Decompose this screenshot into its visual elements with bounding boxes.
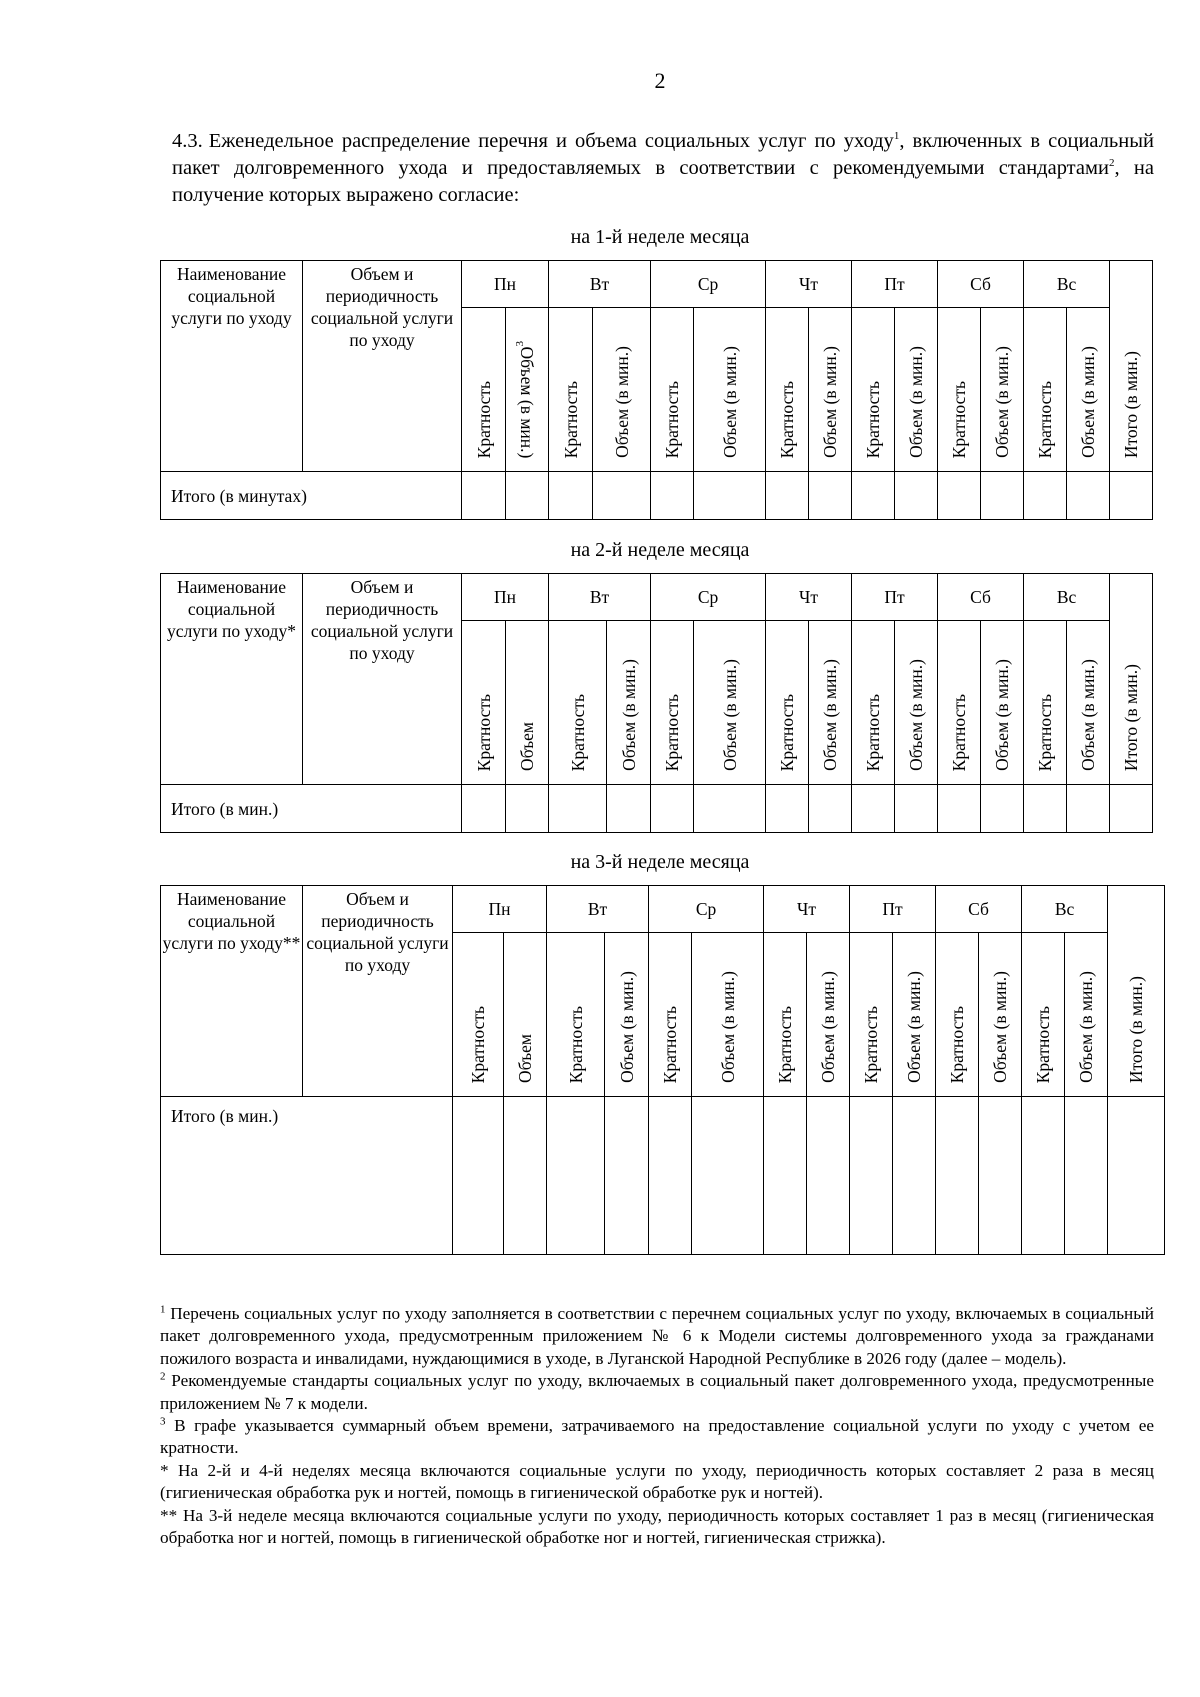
table-cell[interactable] bbox=[852, 785, 895, 833]
footnote-ref-2: 2 bbox=[1108, 157, 1115, 170]
footnote-ref-3: 3 bbox=[514, 340, 527, 347]
day-header-wed: Ср bbox=[649, 886, 764, 933]
day-header-mon: Пн bbox=[462, 574, 549, 621]
table-cell[interactable] bbox=[764, 1097, 807, 1255]
subheader-frequency: Кратность bbox=[651, 308, 694, 472]
table-cell[interactable] bbox=[1024, 785, 1067, 833]
subheader-frequency: Кратность bbox=[549, 308, 593, 472]
table-cell[interactable] bbox=[651, 472, 694, 520]
footnote-mark-1: 1 bbox=[160, 1303, 166, 1316]
day-header-wed: Ср bbox=[651, 261, 766, 308]
table-cell[interactable] bbox=[692, 1097, 764, 1255]
subheader-volume-min: Объем (в мин.) bbox=[1065, 933, 1108, 1097]
subheader-frequency: Кратность bbox=[938, 308, 981, 472]
col-header-volume-periodicity: Объем и периодичность социальной услуги по уходу bbox=[303, 886, 453, 1097]
table-cell[interactable] bbox=[549, 785, 607, 833]
table-cell[interactable] bbox=[506, 472, 549, 520]
table-cell[interactable] bbox=[1108, 1097, 1165, 1255]
table-cell[interactable] bbox=[852, 472, 895, 520]
subheader-volume-min: Объем (в мин.) bbox=[893, 933, 936, 1097]
day-header-mon: Пн bbox=[462, 261, 549, 308]
day-header-sat: Сб bbox=[936, 886, 1022, 933]
day-header-sun: Вс bbox=[1022, 886, 1108, 933]
day-header-thu: Чт bbox=[766, 261, 852, 308]
subheader-frequency: Кратность bbox=[938, 621, 981, 785]
table-cell[interactable] bbox=[1022, 1097, 1065, 1255]
table-cell[interactable] bbox=[1067, 472, 1110, 520]
day-header-fri: Пт bbox=[852, 261, 938, 308]
subheader-frequency: Кратность bbox=[549, 621, 607, 785]
col-header-volume-periodicity: Объем и периодичность социальной услуги по уходу bbox=[303, 261, 462, 472]
intro-text-1: Еженедельное распределение перечня и объема социальных услуг по уходу bbox=[208, 130, 894, 152]
col-header-total-min: Итого (в мин.) bbox=[1110, 261, 1153, 472]
table-cell[interactable] bbox=[981, 472, 1024, 520]
total-row-label: Итого (в мин.) bbox=[161, 785, 462, 833]
table-cell[interactable] bbox=[506, 785, 549, 833]
subheader-frequency: Кратность bbox=[852, 621, 895, 785]
subheader-volume-min: Объем (в мин.) bbox=[979, 933, 1022, 1097]
day-header-tue: Вт bbox=[547, 886, 649, 933]
footnote-mark-3: 3 bbox=[160, 1415, 166, 1428]
table-cell[interactable] bbox=[651, 785, 694, 833]
table-cell[interactable] bbox=[936, 1097, 979, 1255]
subheader-volume-min: Объем (в мин.) bbox=[605, 933, 649, 1097]
table-cell[interactable] bbox=[1067, 785, 1110, 833]
section-number: 4.3. bbox=[172, 130, 203, 152]
table-cell[interactable] bbox=[694, 472, 766, 520]
day-header-sun: Вс bbox=[1024, 261, 1110, 308]
subheader-frequency: Кратность bbox=[453, 933, 504, 1097]
subheader-frequency: Кратность bbox=[766, 308, 809, 472]
subheader-volume-min: Объем (в мин.) bbox=[895, 621, 938, 785]
subheader-frequency: Кратность bbox=[462, 308, 506, 472]
table-cell[interactable] bbox=[938, 472, 981, 520]
subheader-volume-min: Объем (в мин.) bbox=[692, 933, 764, 1097]
intro-text-2: , включенных в социальный пакет долговременного ухода и предоставляемых в соответствии с рекомендуемыми стандартами bbox=[172, 130, 1154, 179]
footnote-ref-1: 1 bbox=[893, 130, 900, 143]
section-intro-paragraph bbox=[172, 128, 1154, 209]
subheader-frequency: Кратность bbox=[462, 621, 506, 785]
day-header-sat: Сб bbox=[938, 261, 1024, 308]
footnote-3: $^3$ В графе указывается суммарный объем времени, затрачиваемого на предоставление социальной услуги по уходу с учетом ее кратности. bbox=[160, 1415, 1154, 1458]
day-header-thu: Чт bbox=[764, 886, 850, 933]
day-header-sat: Сб bbox=[938, 574, 1024, 621]
subheader-frequency: Кратность bbox=[547, 933, 605, 1097]
subheader-frequency: Кратность bbox=[852, 308, 895, 472]
col-header-total-min: Итого (в мин.) bbox=[1110, 574, 1153, 785]
table-cell[interactable] bbox=[462, 472, 506, 520]
footnotes bbox=[160, 1303, 1154, 1549]
table-cell[interactable] bbox=[938, 785, 981, 833]
subheader-frequency: Кратность bbox=[850, 933, 893, 1097]
subheader-volume-min: Объем (в мин.) bbox=[895, 308, 938, 472]
table-cell[interactable] bbox=[895, 785, 938, 833]
table-cell[interactable] bbox=[547, 1097, 605, 1255]
subheader-volume: Объем bbox=[506, 621, 549, 785]
col-header-volume-periodicity: Объем и периодичность социальной услуги по уходу bbox=[303, 574, 462, 785]
subheader-frequency: Кратность bbox=[1024, 621, 1067, 785]
table-cell[interactable] bbox=[766, 472, 809, 520]
table-cell[interactable] bbox=[694, 785, 766, 833]
table-cell[interactable] bbox=[809, 472, 852, 520]
table-cell[interactable] bbox=[981, 785, 1024, 833]
subheader-volume-min: Объем (в мин.) bbox=[809, 308, 852, 472]
table-cell[interactable] bbox=[893, 1097, 936, 1255]
day-header-tue: Вт bbox=[549, 574, 651, 621]
table-cell[interactable] bbox=[1065, 1097, 1108, 1255]
table-cell[interactable] bbox=[895, 472, 938, 520]
col-header-service-name: Наименование социальной услуги по уходу bbox=[161, 261, 303, 472]
table-cell[interactable] bbox=[593, 472, 651, 520]
subheader-frequency: Кратность bbox=[1022, 933, 1065, 1097]
day-header-fri: Пт bbox=[850, 886, 936, 933]
table-cell[interactable] bbox=[1110, 472, 1153, 520]
table-cell[interactable] bbox=[453, 1097, 504, 1255]
subheader-volume-min: Объем (в мин.) bbox=[981, 308, 1024, 472]
footnote-mark-2: 2 bbox=[160, 1370, 166, 1383]
col-header-total-min: Итого (в мин.) bbox=[1108, 886, 1165, 1097]
table-cell[interactable] bbox=[766, 785, 809, 833]
day-header-tue: Вт bbox=[549, 261, 651, 308]
day-header-wed: Ср bbox=[651, 574, 766, 621]
day-header-sun: Вс bbox=[1024, 574, 1110, 621]
table-cell[interactable] bbox=[979, 1097, 1022, 1255]
table-cell[interactable] bbox=[607, 785, 651, 833]
subheader-volume-min: Объем (в мин.) bbox=[694, 308, 766, 472]
intro-text-3: , на получение которых выражено согласие: bbox=[172, 157, 1155, 206]
subheader-volume-min: Объем (в мин.) bbox=[1067, 308, 1110, 472]
footnote-2: $^2$ Рекомендуемые стандарты социальных услуг по уходу, включаемых в социальный пакет долговременного ухода, предусмотренные приложением № 7 к модели. bbox=[160, 1370, 1154, 1413]
table-cell[interactable] bbox=[462, 785, 506, 833]
table-cell[interactable] bbox=[605, 1097, 649, 1255]
table-cell[interactable] bbox=[807, 1097, 850, 1255]
subheader-volume: Объем bbox=[504, 933, 547, 1097]
week1-table bbox=[160, 260, 1153, 520]
week1-caption: на 1-й неделе месяца bbox=[570, 226, 750, 248]
subheader-frequency: Кратность bbox=[766, 621, 809, 785]
footnote-asterisk: * На 2-й и 4-й неделях месяца включаются социальные услуги по уходу, периодичность которых составляет 2 раза в месяц (гигиеническая обработка рук и ногтей, помощь в гигиенической обработке рук и ногтей). bbox=[160, 1460, 1154, 1503]
total-row-label: Итого (в минутах) bbox=[161, 472, 462, 520]
table-cell[interactable] bbox=[649, 1097, 692, 1255]
table-cell[interactable] bbox=[1110, 785, 1153, 833]
subheader-volume-min: Объем (в мин.) bbox=[1067, 621, 1110, 785]
week2-caption: на 2-й неделе месяца bbox=[570, 539, 750, 561]
footnote-double-asterisk: ** На 3-й неделе месяца включаются социальные услуги по уходу, периодичность которых составляет 1 раз в месяц (гигиеническая обработка ног и ногтей, помощь в гигиенической обработке ног и ногтей, гигиеническая стрижка). bbox=[160, 1505, 1154, 1548]
day-header-fri: Пт bbox=[852, 574, 938, 621]
subheader-frequency: Кратность bbox=[1024, 308, 1067, 472]
col-header-service-name: Наименование социальной услуги по уходу** bbox=[161, 886, 303, 1097]
subheader-frequency: Кратность bbox=[649, 933, 692, 1097]
week3-table bbox=[160, 885, 1165, 1255]
table-cell[interactable] bbox=[549, 472, 593, 520]
day-header-thu: Чт bbox=[766, 574, 852, 621]
subheader-frequency: Кратность bbox=[764, 933, 807, 1097]
table-cell[interactable] bbox=[850, 1097, 893, 1255]
subheader-volume-min: Объем (в мин.) bbox=[694, 621, 766, 785]
subheader-volume-min: Объем (в мин.) bbox=[809, 621, 852, 785]
total-row-label: Итого (в мин.) bbox=[161, 1097, 453, 1255]
subheader-volume-min: Объем (в мин.) bbox=[607, 621, 651, 785]
page-number: 2 bbox=[654, 68, 666, 93]
table-cell[interactable] bbox=[504, 1097, 547, 1255]
col-header-service-name: Наименование социальной услуги по уходу* bbox=[161, 574, 303, 785]
week3-caption: на 3-й неделе месяца bbox=[570, 851, 750, 873]
subheader-frequency: Кратность bbox=[651, 621, 694, 785]
subheader-volume-min: Объем (в мин.) bbox=[807, 933, 850, 1097]
week2-table bbox=[160, 573, 1153, 833]
subheader-volume-min: Объем (в мин.)$^3$ bbox=[506, 308, 549, 472]
table-cell[interactable] bbox=[809, 785, 852, 833]
footnote-1: $^1$ Перечень социальных услуг по уходу заполняется в соответствии с перечнем социальных услуг по уходу, включаемых в социальный пакет долговременного ухода, предусмотренным приложением № 6 к Модели системы долговременного ухода за гражданами пожилого возраста и инвалидами, нуждающимися в уходе, в Луганской Народной Республике в 2026 году (далее – модель). bbox=[160, 1303, 1154, 1368]
subheader-volume-min: Объем (в мин.) bbox=[593, 308, 651, 472]
day-header-mon: Пн bbox=[453, 886, 547, 933]
subheader-volume-min: Объем (в мин.) bbox=[981, 621, 1024, 785]
subheader-frequency: Кратность bbox=[936, 933, 979, 1097]
table-cell[interactable] bbox=[1024, 472, 1067, 520]
